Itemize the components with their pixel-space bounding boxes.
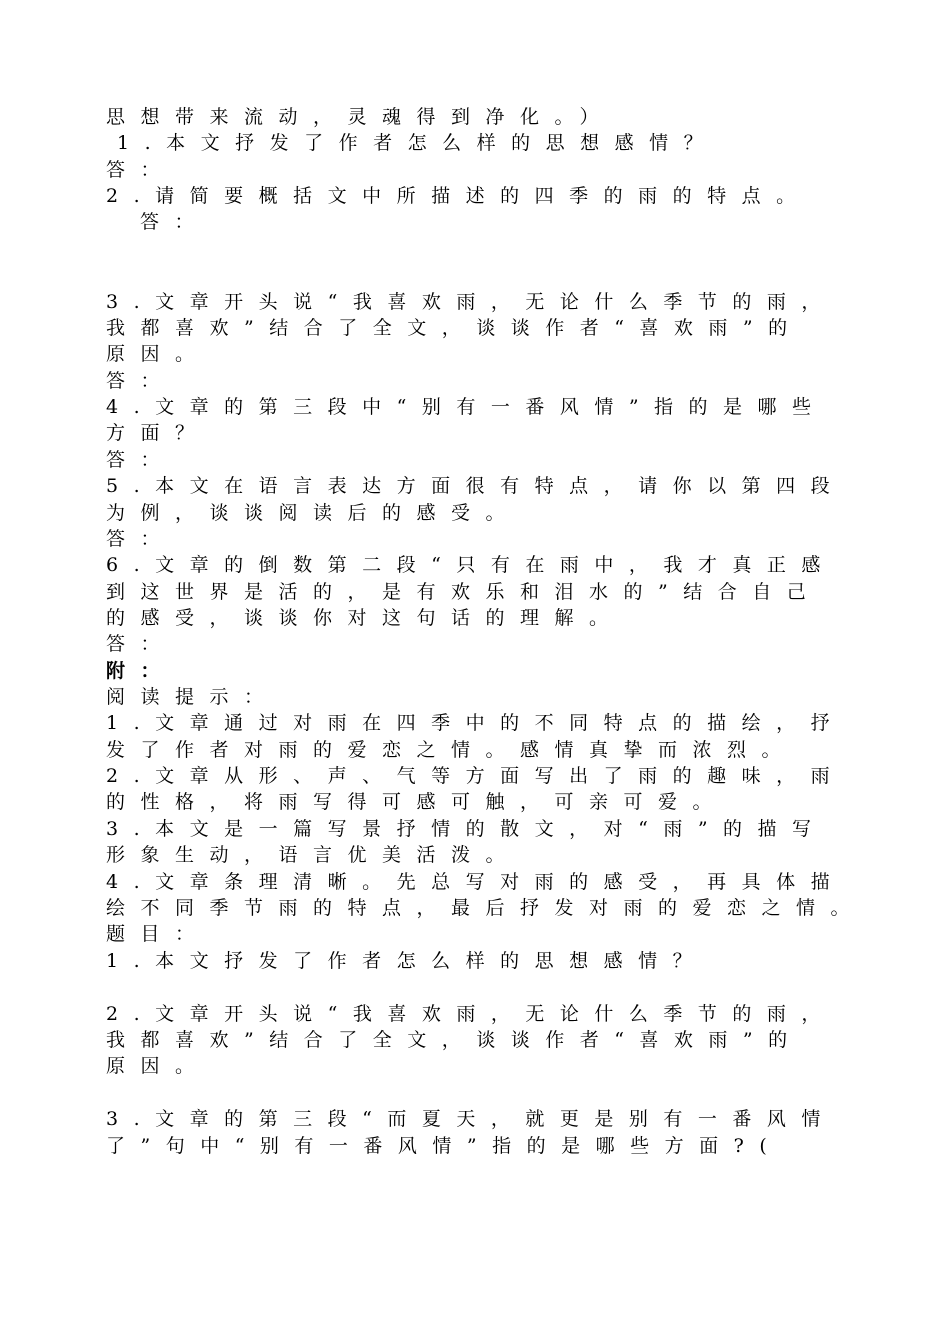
answer-label: 答：: [106, 370, 176, 392]
repeat-question-3: 3.文章的第三段“而夏天，就更是别有一番风情: [106, 1108, 836, 1130]
question-1: 1.本文抒发了作者怎么样的思想感情？: [117, 132, 719, 154]
questions-heading: 题目：: [106, 923, 210, 945]
tip-1-cont: 发了作者对雨的爱恋之情。感情真挚而浓烈。: [106, 739, 797, 761]
answer-label: 答：: [106, 528, 176, 550]
question-3-cont: 我都喜欢”结合了全文，谈谈作者“喜欢雨”的: [106, 317, 803, 339]
question-3-cont: 原因。: [106, 343, 210, 365]
text-line-intro: 思想带来流动，灵魂得到净化。）: [106, 106, 615, 128]
question-5-cont: 为例，谈谈阅读后的感受。: [106, 502, 521, 524]
repeat-question-1: 1.本文抒发了作者怎么样的思想感情？: [106, 950, 708, 972]
repeat-question-2-cont: 原因。: [106, 1055, 210, 1077]
tip-4-cont: 绘不同季节雨的特点，最后抒发对雨的爱恋之情。: [106, 897, 866, 919]
repeat-question-2: 2.文章开头说“我喜欢雨，无论什么季节的雨，: [106, 1003, 836, 1025]
question-6-cont: 到这世界是活的，是有欢乐和泪水的”结合自己: [106, 581, 822, 603]
reading-tips-heading: 阅读提示：: [106, 686, 279, 708]
tip-3-cont: 形象生动，语言优美活泼。: [106, 844, 521, 866]
answer-label: 答：: [106, 633, 176, 655]
tip-2: 2.文章从形、声、气等方面写出了雨的趣味，雨: [106, 765, 846, 787]
question-4: 4.文章的第三段中“别有一番风情”指的是哪些: [106, 396, 827, 418]
question-3: 3.文章开头说“我喜欢雨，无论什么季节的雨，: [106, 291, 836, 313]
tip-2-cont: 的性格，将雨写得可感可触，可亲可爱。: [106, 791, 728, 813]
repeat-question-3-cont: 了”句中“别有一番风情”指的是哪些方面?(: [106, 1135, 783, 1157]
answer-label: 答：: [140, 211, 210, 233]
question-6-cont: 的感受，谈谈你对这句话的理解。: [106, 607, 624, 629]
question-4-cont: 方面？: [106, 422, 210, 444]
question-5: 5.本文在语言表达方面很有特点，请你以第四段: [106, 475, 846, 497]
question-2: 2.请简要概括文中所描述的四季的雨的特点。: [106, 185, 811, 207]
appendix-heading: 附：: [106, 660, 176, 682]
question-6: 6.文章的倒数第二段“只有在雨中，我才真正感: [106, 554, 836, 576]
tip-1: 1.文章通过对雨在四季中的不同特点的描绘，抒: [106, 712, 846, 734]
answer-label: 答：: [106, 159, 176, 181]
answer-label: 答：: [106, 449, 176, 471]
tip-4: 4.文章条理清晰。先总写对雨的感受，再具体描: [106, 871, 846, 893]
repeat-question-2-cont: 我都喜欢”结合了全文，谈谈作者“喜欢雨”的: [106, 1029, 803, 1051]
tip-3: 3.本文是一篇写景抒情的散文，对“雨”的描写: [106, 818, 827, 840]
